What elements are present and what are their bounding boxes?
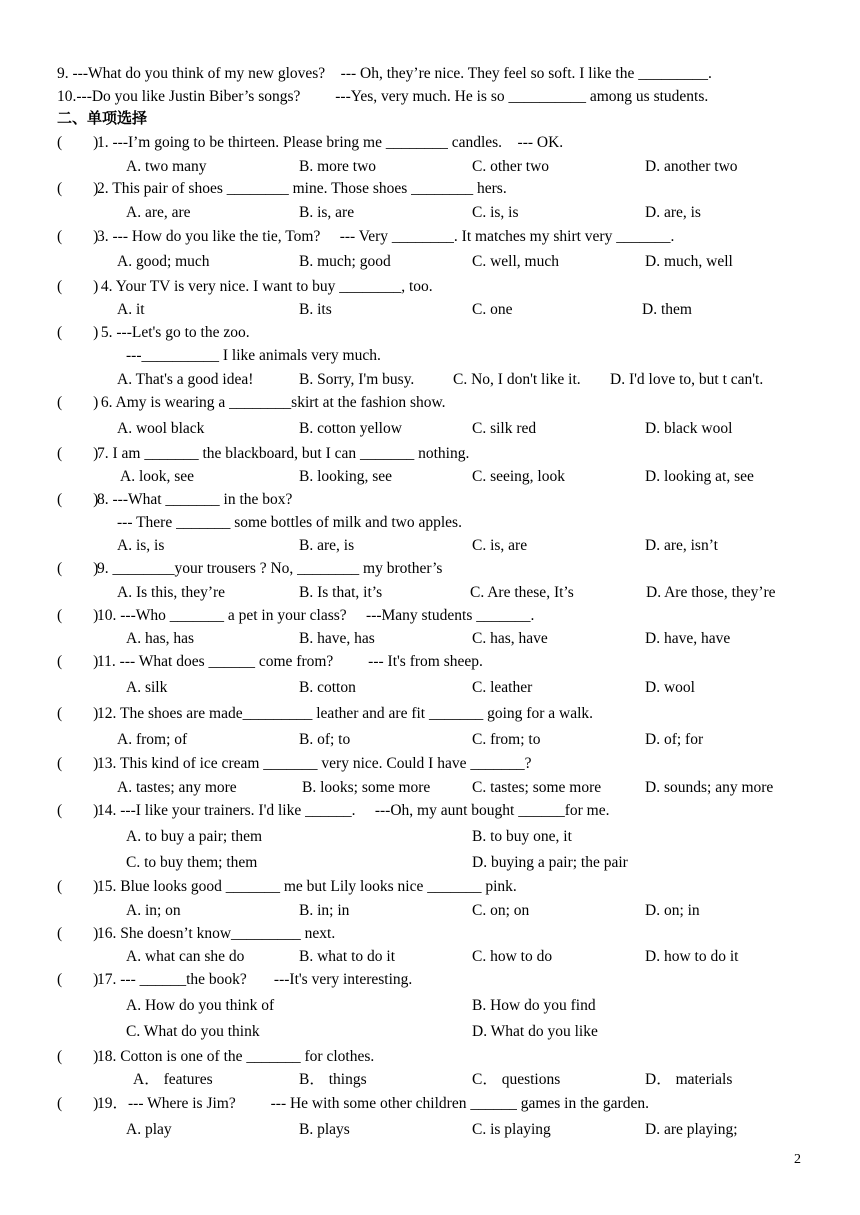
option-d: D. are, isn’t bbox=[645, 537, 718, 554]
question-stem: 2. This pair of shoes ________ mine. Those shoes ________ hers. bbox=[97, 180, 507, 197]
option-c: C. has, have bbox=[472, 630, 548, 647]
question-stem: 3. --- How do you like the tie, Tom? --- Very ________. It matches my shirt very _______. bbox=[97, 228, 675, 245]
option-b: B． things bbox=[299, 1071, 367, 1088]
option-c: C． questions bbox=[472, 1071, 561, 1088]
answer-bracket[interactable]: ( ) bbox=[57, 925, 99, 942]
option-d: D. What do you like bbox=[472, 1023, 598, 1040]
option-b: B. Is that, it’s bbox=[299, 584, 383, 601]
option-a: A. look, see bbox=[120, 468, 195, 485]
question-stem: 1. ---I’m going to be thirteen. Please bring me ________ candles. --- OK. bbox=[97, 134, 564, 151]
option-a: A. wool black bbox=[117, 420, 205, 437]
option-a: A. to buy a pair; them bbox=[126, 828, 263, 845]
option-b: B. much; good bbox=[299, 253, 391, 270]
question-stem: 16. She doesn’t know_________ next. bbox=[97, 925, 336, 942]
option-c: C. is, are bbox=[472, 537, 528, 554]
option-d: D. how to do it bbox=[645, 948, 739, 965]
option-d: D. buying a pair; the pair bbox=[472, 854, 628, 871]
option-d: D. Are those, they’re bbox=[646, 584, 776, 601]
answer-bracket[interactable]: ( ) bbox=[57, 971, 99, 988]
question-stem: 4. Your TV is very nice. I want to buy ________, too. bbox=[97, 278, 433, 295]
option-d: D. sounds; any more bbox=[645, 779, 774, 796]
option-a: A. from; of bbox=[117, 731, 188, 748]
option-a: A. it bbox=[117, 301, 145, 318]
option-c: C. Are these, It’s bbox=[470, 584, 574, 601]
answer-bracket[interactable]: ( ) bbox=[57, 802, 99, 819]
question-stem: 18. Cotton is one of the _______ for clothes. bbox=[97, 1048, 375, 1065]
question-stem: 7. I am _______ the blackboard, but I can _______ nothing. bbox=[97, 445, 470, 462]
question-stem: 6. Amy is wearing a ________skirt at the fashion show. bbox=[97, 394, 446, 411]
answer-bracket[interactable]: ( ) bbox=[57, 1095, 99, 1112]
option-b: B. its bbox=[299, 301, 332, 318]
option-a: A. what can she do bbox=[126, 948, 245, 965]
option-b: B. of; to bbox=[299, 731, 351, 748]
question-stem: 15. Blue looks good _______ me but Lily looks nice _______ pink. bbox=[97, 878, 517, 895]
option-d: D. looking at, see bbox=[645, 468, 754, 485]
question-sub-line: ---__________ I like animals very much. bbox=[126, 347, 381, 364]
option-a: A． features bbox=[133, 1071, 213, 1088]
question-stem: 5. ---Let's go to the zoo. bbox=[97, 324, 250, 341]
option-d: D. another two bbox=[645, 158, 738, 175]
option-c: C. is, is bbox=[472, 204, 519, 221]
option-c: C. to buy them; them bbox=[126, 854, 258, 871]
option-a: A. play bbox=[126, 1121, 172, 1138]
option-a: A. good; much bbox=[117, 253, 210, 270]
question-stem: 8. ---What _______ in the box? bbox=[97, 491, 293, 508]
option-a: A. How do you think of bbox=[126, 997, 275, 1014]
option-c: C. silk red bbox=[472, 420, 537, 437]
answer-bracket[interactable]: ( ) bbox=[57, 705, 99, 722]
option-b: B. Sorry, I'm busy. bbox=[299, 371, 415, 388]
option-b: B. cotton bbox=[299, 679, 356, 696]
option-b: B. cotton yellow bbox=[299, 420, 402, 437]
option-a: A. two many bbox=[126, 158, 207, 175]
answer-bracket[interactable]: ( ) bbox=[57, 324, 99, 341]
option-c: C. well, much bbox=[472, 253, 559, 270]
question-stem: 9. ________your trousers ? No, ________ my brother’s bbox=[97, 560, 443, 577]
answer-bracket[interactable]: ( ) bbox=[57, 878, 99, 895]
option-b: B. to buy one, it bbox=[472, 828, 572, 845]
option-b: B. looks; some more bbox=[302, 779, 431, 796]
option-a: A. are, are bbox=[126, 204, 191, 221]
option-c: C. tastes; some more bbox=[472, 779, 602, 796]
fill-blank-9: 9. ---What do you think of my new gloves? --- Oh, they’re nice. They feel so soft. I like the _________. bbox=[57, 65, 712, 82]
option-b: B. plays bbox=[299, 1121, 350, 1138]
option-a: A. in; on bbox=[126, 902, 181, 919]
option-b: B. have, has bbox=[299, 630, 375, 647]
option-b: B. more two bbox=[299, 158, 377, 175]
answer-bracket[interactable]: ( ) bbox=[57, 607, 99, 624]
answer-bracket[interactable]: ( ) bbox=[57, 653, 99, 670]
option-c: C. leather bbox=[472, 679, 533, 696]
option-a: A. Is this, they’re bbox=[117, 584, 226, 601]
option-b: B. in; in bbox=[299, 902, 350, 919]
question-stem: 19．--- Where is Jim? --- He with some other children ______ games in the garden. bbox=[97, 1095, 649, 1112]
answer-bracket[interactable]: ( ) bbox=[57, 180, 99, 197]
option-c: C. No, I don't like it. bbox=[453, 371, 581, 388]
option-d: D. are playing; bbox=[645, 1121, 738, 1138]
question-stem: 10. ---Who _______ a pet in your class? ---Many students _______. bbox=[97, 607, 535, 624]
option-b: B. is, are bbox=[299, 204, 355, 221]
answer-bracket[interactable]: ( ) bbox=[57, 755, 99, 772]
page-number: 2 bbox=[794, 1152, 801, 1167]
option-c: C. other two bbox=[472, 158, 550, 175]
option-c: C. one bbox=[472, 301, 513, 318]
question-stem: 17. --- ______the book? ---It's very interesting. bbox=[97, 971, 413, 988]
option-d: D. I'd love to, but t can't. bbox=[610, 371, 764, 388]
answer-bracket[interactable]: ( ) bbox=[57, 491, 99, 508]
question-stem: 13. This kind of ice cream _______ very nice. Could I have _______? bbox=[97, 755, 532, 772]
option-c: C. on; on bbox=[472, 902, 530, 919]
answer-bracket[interactable]: ( ) bbox=[57, 560, 99, 577]
option-d: D. wool bbox=[645, 679, 695, 696]
answer-bracket[interactable]: ( ) bbox=[57, 1048, 99, 1065]
option-c: C. What do you think bbox=[126, 1023, 260, 1040]
question-stem: 14. ---I like your trainers. I'd like ______. ---Oh, my aunt bought ______for me. bbox=[97, 802, 610, 819]
option-d: D. of; for bbox=[645, 731, 704, 748]
answer-bracket[interactable]: ( ) bbox=[57, 228, 99, 245]
option-d: D. are, is bbox=[645, 204, 701, 221]
option-a: A. has, has bbox=[126, 630, 195, 647]
option-a: A. is, is bbox=[117, 537, 165, 554]
option-d: D. them bbox=[642, 301, 692, 318]
fill-blank-10: 10.---Do you like Justin Biber’s songs? ---Yes, very much. He is so __________ among us students. bbox=[57, 88, 709, 105]
option-d: D. black wool bbox=[645, 420, 733, 437]
answer-bracket[interactable]: ( ) bbox=[57, 278, 99, 295]
answer-bracket[interactable]: ( ) bbox=[57, 134, 99, 151]
option-d: D. much, well bbox=[645, 253, 733, 270]
option-b: B. How do you find bbox=[472, 997, 596, 1014]
option-b: B. looking, see bbox=[299, 468, 392, 485]
option-b: B. what to do it bbox=[299, 948, 396, 965]
option-d: D. have, have bbox=[645, 630, 731, 647]
question-sub-line: --- There _______ some bottles of milk and two apples. bbox=[117, 514, 462, 531]
option-c: C. seeing, look bbox=[472, 468, 565, 485]
question-stem: 12. The shoes are made_________ leather and are fit _______ going for a walk. bbox=[97, 705, 593, 722]
option-a: A. silk bbox=[126, 679, 168, 696]
option-d: D． materials bbox=[645, 1071, 733, 1088]
answer-bracket[interactable]: ( ) bbox=[57, 445, 99, 462]
option-c: C. is playing bbox=[472, 1121, 551, 1138]
option-b: B. are, is bbox=[299, 537, 355, 554]
option-c: C. from; to bbox=[472, 731, 541, 748]
answer-bracket[interactable]: ( ) bbox=[57, 394, 99, 411]
question-stem: 11. --- What does ______ come from? --- It's from sheep. bbox=[97, 653, 483, 670]
option-d: D. on; in bbox=[645, 902, 700, 919]
option-c: C. how to do bbox=[472, 948, 553, 965]
option-a: A. tastes; any more bbox=[117, 779, 237, 796]
option-a: A. That's a good idea! bbox=[117, 371, 254, 388]
section-title: 二、单项选择 bbox=[57, 109, 148, 127]
